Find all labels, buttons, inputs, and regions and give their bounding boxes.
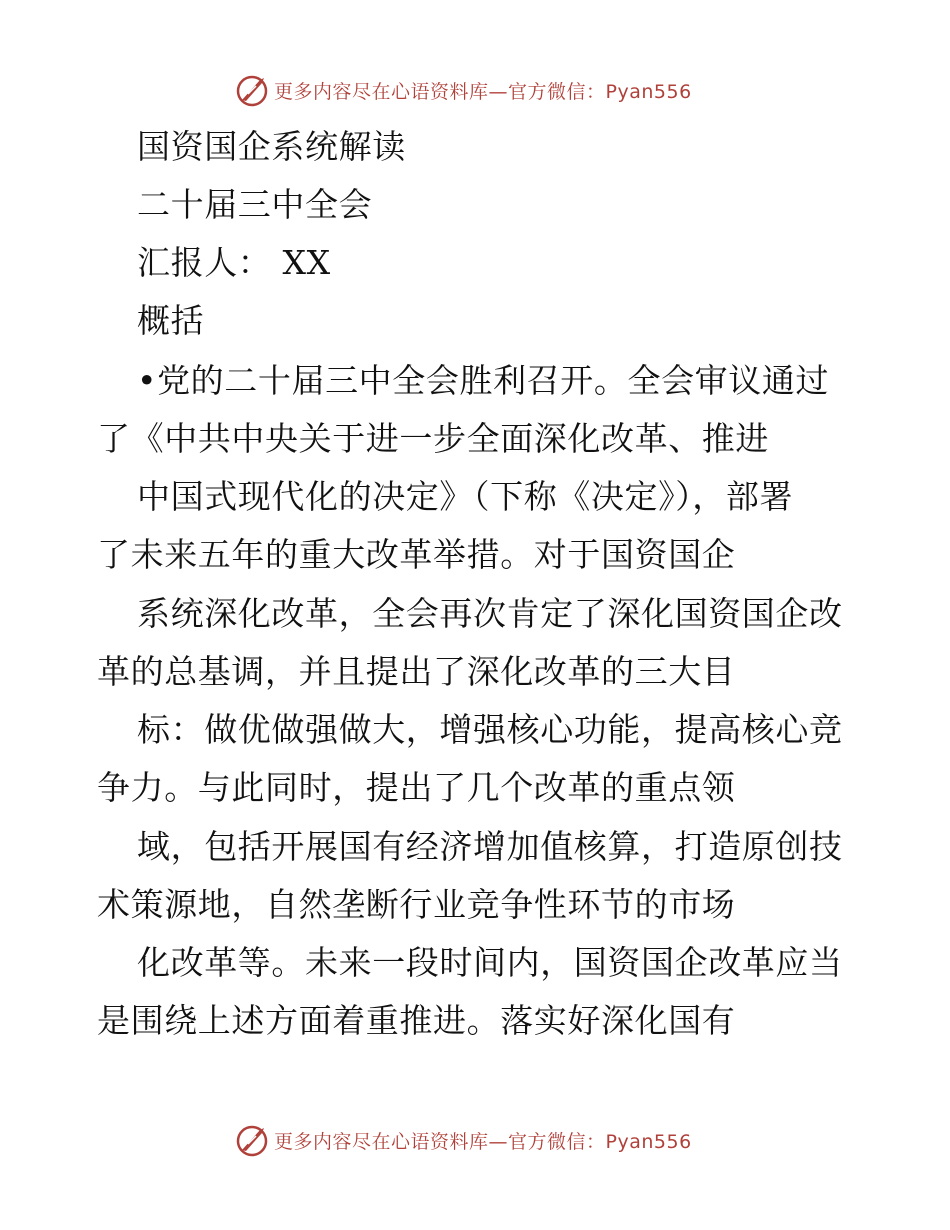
doc-body-line: 争力。与此同时，提出了几个改革的重点领 (97, 768, 736, 807)
doc-body-line: 中国式现代化的决定》（下称《决定》），部署 (137, 477, 794, 516)
doc-body-line: 了未来五年的重大改革举措。对于国资国企 (97, 535, 736, 574)
doc-body-line: 系统深化改革，全会再次肯定了深化国资国企改 (137, 594, 843, 633)
quill-pen-logo-icon (234, 1122, 270, 1158)
footer-watermark-banner (234, 1122, 692, 1158)
doc-section-heading: 概括 (137, 301, 205, 340)
doc-body-line: 革的总基调，并且提出了深化改革的三大目 (97, 652, 736, 691)
doc-subtitle: 二十届三中全会 (137, 185, 373, 224)
doc-body-line: 标：做优做强做大，增强核心功能，提高核心竞 (137, 710, 843, 749)
header-watermark-banner (234, 72, 692, 108)
header-watermark-text: 更多内容尽在心语资料库—官方微信：Pyan556 (274, 80, 692, 103)
quill-pen-logo-icon (234, 72, 270, 108)
doc-reporter: 汇报人： XX (137, 243, 331, 282)
doc-body-line: 了《中共中央关于进一步全面深化改革、推进 (97, 419, 769, 458)
doc-body-line: 域，包括开展国有经济增加值核算，打造原创技 (137, 827, 843, 866)
doc-body-line: 是围绕上述方面着重推进。落实好深化国有 (97, 1001, 736, 1040)
doc-body-line: 术策源地，自然垄断行业竞争性环节的市场 (97, 885, 736, 924)
footer-watermark-text: 更多内容尽在心语资料库—官方微信：Pyan556 (274, 1130, 692, 1153)
doc-title: 国资国企系统解读 (137, 127, 406, 166)
doc-body-line: 化改革等。未来一段时间内，国资国企改革应当 (137, 943, 843, 982)
doc-body-line: •党的二十届三中全会胜利召开。全会审议通过 (137, 361, 830, 400)
